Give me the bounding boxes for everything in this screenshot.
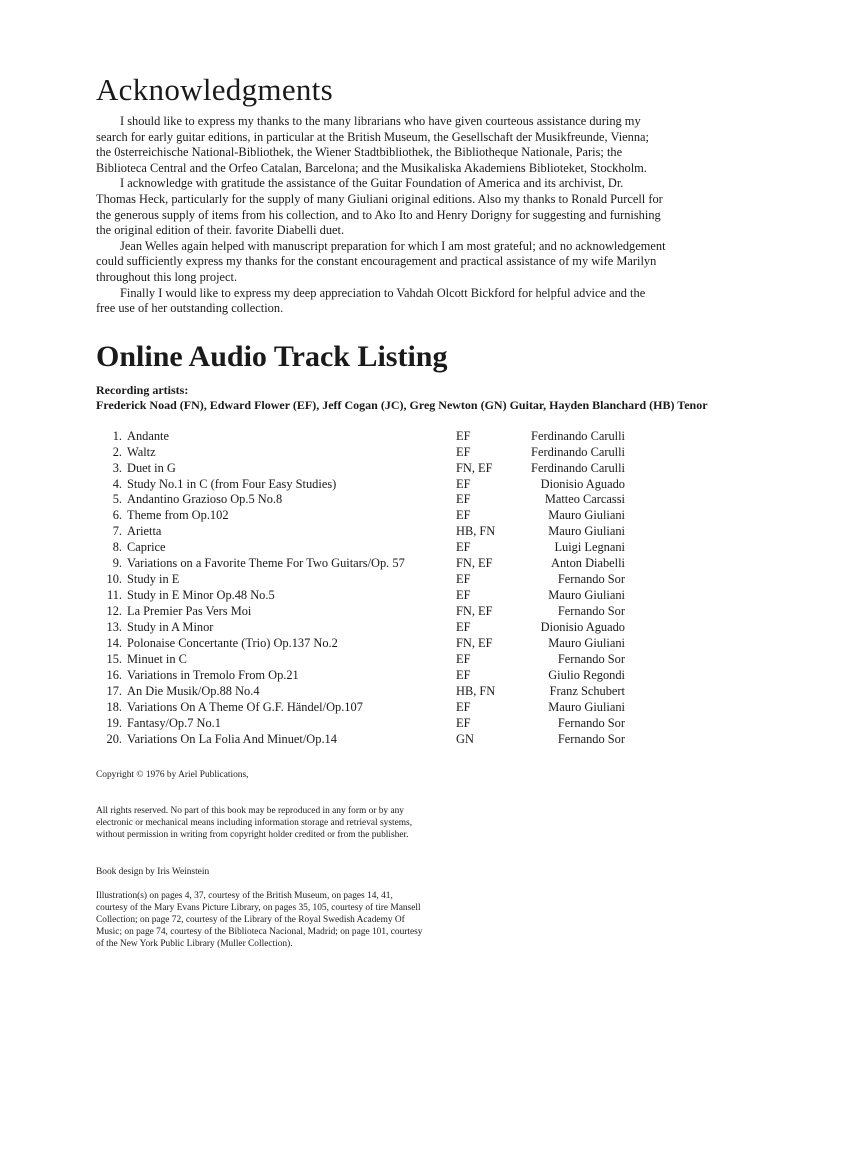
track-number: 10.: [106, 572, 122, 587]
track-row: [96, 445, 776, 461]
track-row: [96, 716, 776, 732]
track-row: [96, 588, 776, 604]
track-artist: EF: [456, 588, 471, 603]
track-artist: FN, EF: [456, 460, 493, 475]
track-title: Fantasy/Op.7 No.1: [127, 715, 221, 730]
track-title: Andantino Grazioso Op.5 No.8: [127, 492, 283, 507]
track-artist: EF: [456, 508, 471, 523]
track-composer: Fernando Sor: [557, 715, 625, 730]
track-title: Study in A Minor: [127, 619, 214, 634]
track-composer: Giulio Regondi: [548, 667, 625, 682]
illustration-credits: [96, 890, 426, 950]
track-title: Study No.1 in C (from Four Easy Studies): [127, 476, 337, 491]
track-title: Waltz: [127, 444, 156, 459]
acknowledgments-text: [96, 114, 776, 317]
track-artist: EF: [456, 699, 471, 714]
track-title: Duet in G: [127, 460, 176, 475]
track-artist: EF: [456, 667, 471, 682]
track-number: 14.: [106, 635, 122, 650]
track-number: 1.: [112, 428, 122, 443]
acknowledgments-paragraph: I acknowledge with gratitude the assistance of the Guitar Foundation of America and its archivist, Dr. Thomas Heck, particularly for the supply of many Giuliani original editions. Also my thanks to Ronald Purcell for the generous supply of items from his collection, and to Ako Ito and Henry Dorigny for suggesting and furnishing the original edition of their. favorite Diabelli duet.: [96, 176, 663, 238]
track-row: [96, 668, 776, 684]
track-composer: Ferdinando Carulli: [531, 444, 625, 459]
track-number: 2.: [112, 444, 122, 459]
track-row: [96, 636, 776, 652]
acknowledgments-heading: Acknowledgments: [96, 72, 333, 107]
book-design-text: Book design by Iris Weinstein: [96, 867, 210, 877]
track-artist: FN, EF: [456, 604, 493, 619]
track-composer: Fernando Sor: [557, 572, 625, 587]
track-row: [96, 524, 776, 540]
track-composer: Dionisio Aguado: [540, 476, 625, 491]
track-title: La Premier Pas Vers Moi: [127, 604, 252, 619]
copyright-notice: [96, 769, 426, 781]
track-number: 6.: [112, 508, 122, 523]
track-artist: FN, EF: [456, 556, 493, 571]
track-row: [96, 492, 776, 508]
track-artist: HB, FN: [456, 683, 496, 698]
track-number: 7.: [112, 524, 122, 539]
track-composer: Mauro Giuliani: [548, 508, 625, 523]
track-row: [96, 540, 776, 556]
track-title: Variations On La Folia And Minuet/Op.14: [127, 731, 337, 746]
track-title: Andante: [127, 428, 169, 443]
track-title: An Die Musik/Op.88 No.4: [127, 683, 260, 698]
track-composer: Matteo Carcassi: [544, 492, 625, 507]
track-number: 15.: [106, 651, 122, 666]
track-artist: EF: [456, 492, 471, 507]
track-artist: EF: [456, 540, 471, 555]
track-artist: EF: [456, 428, 471, 443]
acknowledgments-paragraph: I should like to express my thanks to the many librarians who have given courteous assistance during my search for early guitar editions, in particular at the British Museum, the Gesellschaft der Musikfreunde, Vienna; the 0sterreichische National-Bibliothek, the Wiener Stadtbibliothek, the Bibliotheque Nationale, Paris; the Biblioteca Central and the Orfeo Catalan, Barcelona; and the Musikaliska Akademiens Biblioteket, Stockholm.: [96, 114, 649, 175]
track-number: 8.: [112, 540, 122, 555]
rights-notice: [96, 805, 426, 841]
track-composer: Mauro Giuliani: [548, 524, 625, 539]
track-title: Study in E Minor Op.48 No.5: [127, 588, 275, 603]
track-composer: Franz Schubert: [549, 683, 625, 698]
track-artist: FN, EF: [456, 635, 493, 650]
track-row: [96, 429, 776, 445]
track-row: [96, 572, 776, 588]
track-row: [96, 604, 776, 620]
track-number: 9.: [112, 556, 122, 571]
track-composer: Fernando Sor: [557, 604, 625, 619]
track-row: [96, 620, 776, 636]
track-row: [96, 461, 776, 477]
track-title: Polonaise Concertante (Trio) Op.137 No.2: [127, 635, 338, 650]
track-title: Theme from Op.102: [127, 508, 229, 523]
track-title: Caprice: [127, 540, 166, 555]
track-title: Study in E: [127, 572, 180, 587]
track-artist: EF: [456, 651, 471, 666]
track-title: Variations on a Favorite Theme For Two Guitars/Op. 57: [127, 556, 405, 571]
track-composer: Mauro Giuliani: [548, 588, 625, 603]
track-list: [96, 429, 776, 748]
track-artist: EF: [456, 619, 471, 634]
track-composer: Luigi Legnani: [554, 540, 625, 555]
track-composer: Fernando Sor: [557, 651, 625, 666]
track-artist: EF: [456, 715, 471, 730]
track-artist: EF: [456, 572, 471, 587]
track-number: 4.: [112, 476, 122, 491]
copyright-text: Copyright © 1976 by Ariel Publications,: [96, 770, 249, 780]
acknowledgments-paragraph: Finally I would like to express my deep appreciation to Vahdah Olcott Bickford for helpful advice and the free use of her outstanding collection.: [96, 285, 646, 316]
track-composer: Fernando Sor: [557, 731, 625, 746]
book-design-credit: [96, 866, 426, 878]
track-number: 13.: [106, 619, 122, 634]
page-content: [96, 72, 776, 747]
recording-artists: [96, 383, 776, 413]
track-row: [96, 684, 776, 700]
track-number: 19.: [106, 715, 122, 730]
track-number: 18.: [106, 699, 122, 714]
rights-text: All rights reserved. No part of this book may be reproduced in any form or by any electronic or mechanical means including information storage and retrieval systems, without permission in writing from copyright holder credited or from the publisher.: [96, 806, 413, 840]
track-composer: Mauro Giuliani: [548, 699, 625, 714]
recording-artists-label: Recording artists:: [96, 382, 189, 397]
track-composer: Ferdinando Carulli: [531, 428, 625, 443]
track-artist: EF: [456, 444, 471, 459]
track-number: 17.: [106, 683, 122, 698]
track-title: Arietta: [127, 524, 162, 539]
track-artist: HB, FN: [456, 524, 496, 539]
track-composer: Anton Diabelli: [551, 556, 625, 571]
track-number: 16.: [106, 667, 122, 682]
track-number: 12.: [106, 604, 122, 619]
track-composer: Mauro Giuliani: [548, 635, 625, 650]
track-row: [96, 477, 776, 493]
track-title: Variations On A Theme Of G.F. Händel/Op.107: [127, 699, 363, 714]
track-row: [96, 652, 776, 668]
track-row: [96, 732, 776, 748]
track-title: Minuet in C: [127, 651, 187, 666]
track-title: Variations in Tremolo From Op.21: [127, 667, 299, 682]
audio-track-listing-heading: Online Audio Track Listing: [96, 339, 448, 373]
track-number: 3.: [112, 460, 122, 475]
track-number: 11.: [106, 588, 122, 603]
track-row: [96, 556, 776, 572]
track-row: [96, 700, 776, 716]
track-composer: Dionisio Aguado: [540, 619, 625, 634]
track-row: [96, 508, 776, 524]
recording-artists-list: Frederick Noad (FN), Edward Flower (EF), Jeff Cogan (JC), Greg Newton (GN) Guitar, Hayden Blanchard (HB) Tenor: [96, 397, 708, 412]
track-composer: Ferdinando Carulli: [531, 460, 625, 475]
track-artist: EF: [456, 476, 471, 491]
track-number: 5.: [112, 492, 122, 507]
track-artist: GN: [456, 731, 474, 746]
illustration-credits-text: Illustration(s) on pages 4, 37, courtesy of the British Museum, on pages 14, 41, courtesy of the Mary Evans Picture Library, on pages 35, 105, courtesy of tire Mansell Collection; on page 72, courtesy of the Library of the Royal Swedish Academy Of Music; on page 74, courtesy of the Biblioteca Nacional, Madrid; on page 101, courtesy of the New York Public Library (Muller Collection).: [96, 891, 423, 949]
track-number: 20.: [106, 731, 122, 746]
acknowledgments-paragraph: Jean Welles again helped with manuscript preparation for which I am most grateful; and no acknowledgement could sufficiently express my thanks for the constant encouragement and practical assistance of my wife Marilyn throughout this long project.: [96, 238, 666, 284]
